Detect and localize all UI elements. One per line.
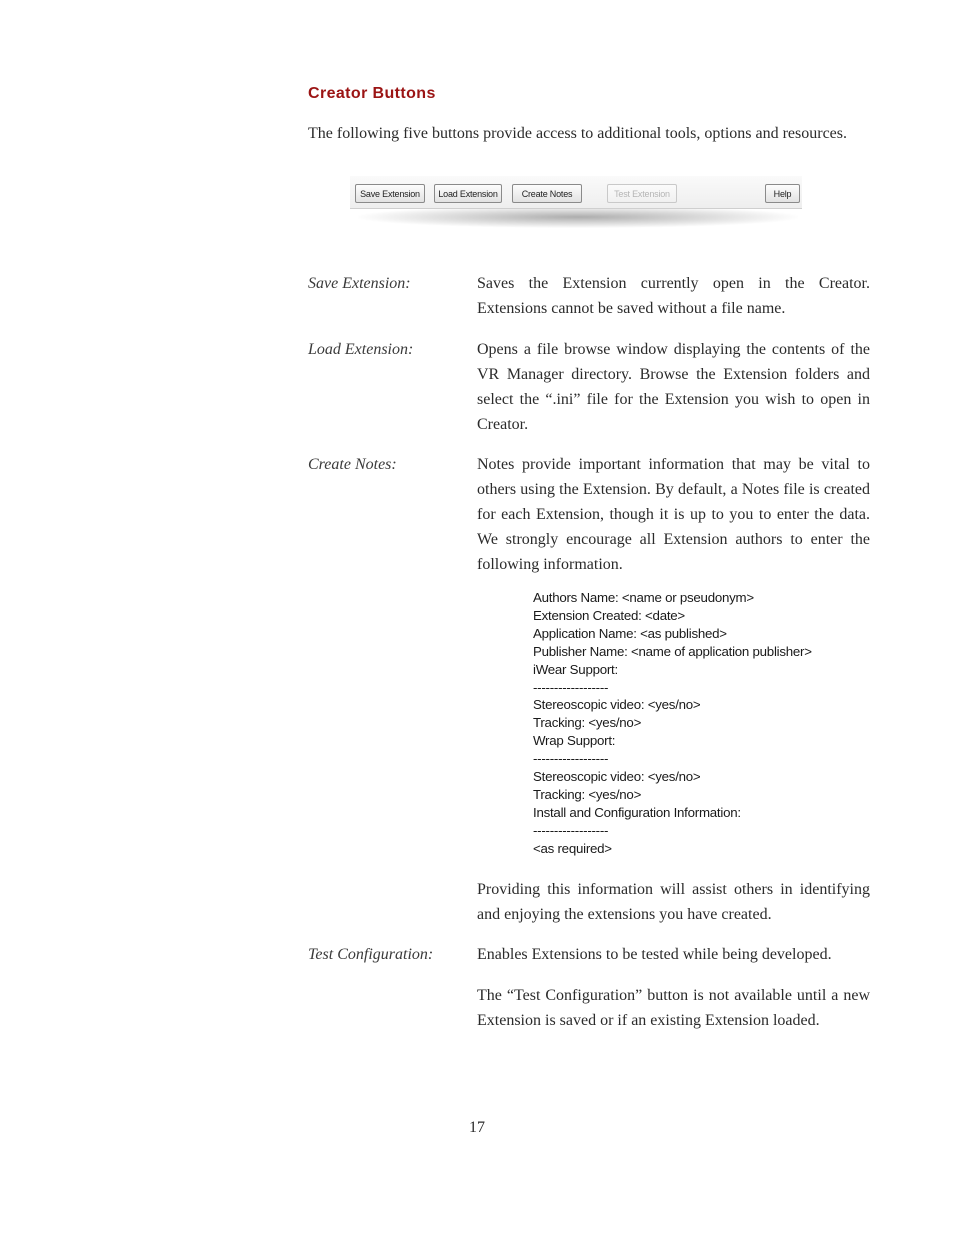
notes-followup-paragraph: Providing this information will assist others in identifying and enjoying the extensions you have created.: [477, 881, 870, 923]
help-button[interactable]: Help: [765, 184, 800, 203]
term-create-notes: Create Notes:: [308, 456, 397, 473]
notes-template-line: Application Name: <as published>: [533, 625, 727, 641]
term-load-extension: Load Extension:: [308, 341, 414, 358]
notes-template-line: ------------------: [533, 679, 609, 695]
notes-template-line: Extension Created: <date>: [533, 607, 685, 623]
notes-template-line: Install and Configuration Information:: [533, 804, 741, 820]
save-extension-button[interactable]: Save Extension: [355, 184, 425, 203]
creator-toolbar-screenshot: [350, 176, 802, 210]
desc-load-extension: Opens a file browse window displaying the contents of the VR Manager directory. Browse the Extension folders and select the “.ini” file for the Extension you wish to open in Creator.: [477, 341, 870, 433]
load-extension-button[interactable]: Load Extension: [434, 184, 502, 203]
test-extension-button: Test Extension: [607, 184, 677, 203]
notes-template-line: Stereoscopic video: <yes/no>: [533, 697, 701, 713]
notes-template-line: Publisher Name: <name of application publisher>: [533, 643, 812, 659]
section-heading: Creator Buttons: [308, 85, 436, 102]
notes-template-line: Stereoscopic video: <yes/no>: [533, 769, 701, 785]
notes-template-line: ------------------: [533, 751, 609, 767]
term-test-configuration: Test Configuration:: [308, 946, 434, 963]
notes-template-line: Tracking: <yes/no>: [533, 786, 642, 802]
test-configuration-note: The “Test Configuration” button is not available until a new Extension is saved or if an existing Extension loaded.: [477, 987, 870, 1029]
notes-template-line: Wrap Support:: [533, 733, 616, 749]
notes-template-line: Tracking: <yes/no>: [533, 715, 642, 731]
term-save-extension: Save Extension:: [308, 275, 411, 292]
desc-save-extension: Saves the Extension currently open in the Creator. Extensions cannot be saved without a file name.: [477, 275, 870, 317]
notes-template-line: ------------------: [533, 822, 609, 838]
page-number: 17: [469, 1119, 485, 1136]
notes-template-line: <as required>: [533, 840, 612, 856]
desc-create-notes: Notes provide important information that may be vital to others using the Extension. By default, a Notes file is created for each Extension, though it is up to you to enter the data. We strongly encourage all Extension authors to enter the following information.: [477, 456, 870, 573]
creator-toolbar: [350, 176, 802, 209]
notes-template-line: Authors Name: <name or pseudonym>: [533, 590, 754, 605]
intro-paragraph: The following five buttons provide access to additional tools, options and resources.: [308, 125, 847, 142]
create-notes-button[interactable]: Create Notes: [512, 184, 582, 203]
toolbar-shadow: [358, 206, 798, 228]
notes-template-line: iWear Support:: [533, 661, 618, 677]
notes-template: [533, 589, 812, 858]
desc-test-configuration: Enables Extensions to be tested while being developed.: [477, 946, 832, 963]
